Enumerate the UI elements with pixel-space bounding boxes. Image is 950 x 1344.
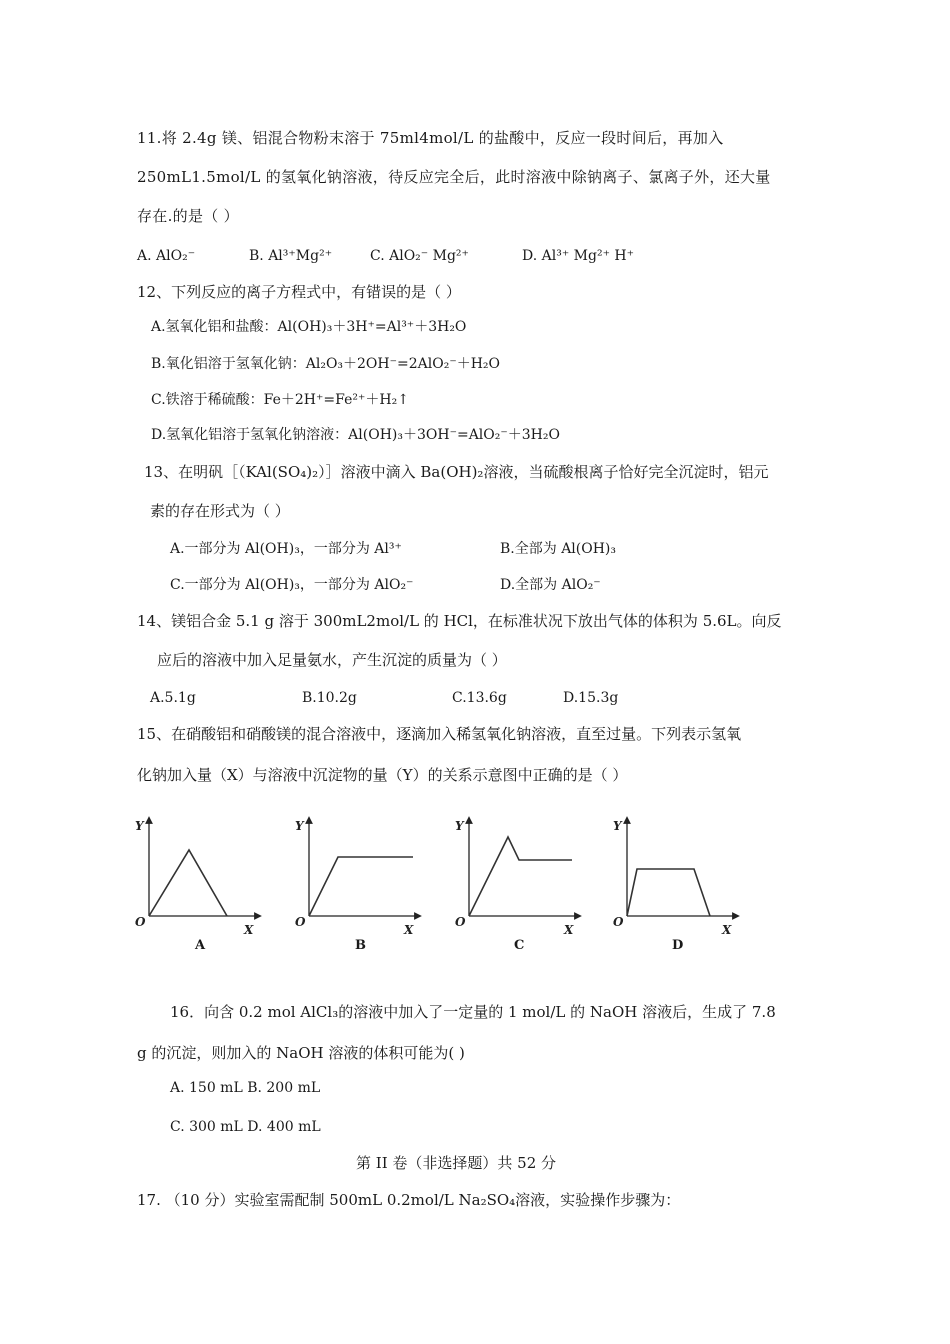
q15-line1: 15、在硝酸铝和硝酸镁的混合溶液中，逐滴加入稀氢氧化钠溶液，直至过量。下列表示氢氧 — [137, 725, 742, 743]
graph-d-label: D — [672, 938, 684, 953]
q11-line1: 11.将 2.4g 镁、铝混合物粉末溶于 75ml4mol/L 的盐酸中，反应一段时间后，再加入 — [137, 129, 724, 147]
graph-a-origin: O — [135, 915, 146, 929]
graph-b-y-label: Y — [295, 819, 304, 833]
q11-line2: 250mL1.5mol/L 的氢氧化钠溶液，待反应完全后，此时溶液中除钠离子、氯离子外，还大量 — [137, 168, 771, 186]
q13-option-b: B.全部为 Al(OH)₃ — [500, 541, 616, 557]
graph-b-origin: O — [295, 915, 306, 929]
q14-line2: 应后的溶液中加入足量氨水，产生沉淀的质量为（ ） — [157, 651, 507, 669]
q16-line1: 16．向含 0.2 mol AlCl₃的溶液中加入了一定量的 1 mol/L 的 NaOH 溶液后，生成了 7.8 — [170, 1003, 776, 1021]
graph-c-y-label: Y — [455, 819, 464, 833]
q14-option-c: C.13.6g — [452, 690, 507, 706]
graph-a-label: A — [195, 938, 206, 953]
q11-option-d: D. Al³⁺ Mg²⁺ H⁺ — [522, 248, 635, 264]
graph-a-y-label: Y — [135, 819, 144, 833]
q12-stem: 12、下列反应的离子方程式中，有错误的是（ ） — [137, 283, 461, 301]
q13-line1: 13、在明矾［（KAl(SO₄)₂）］溶液中滴入 Ba(OH)₂溶液，当硫酸根离子恰好完全沉淀时，铝元 — [144, 463, 769, 481]
q12-option-b: B.氧化铝溶于氢氧化钠：Al₂O₃＋2OH⁻=2AlO₂⁻＋H₂O — [151, 356, 501, 372]
graph-b-x-label: X — [404, 923, 414, 937]
q12-option-d: D.氢氧化铝溶于氢氧化钠溶液：Al(OH)₃＋3OH⁻=AlO₂⁻＋3H₂O — [151, 427, 560, 443]
graph-c — [450, 812, 590, 937]
graph-c-label: C — [514, 938, 525, 953]
graph-a — [130, 812, 270, 937]
graph-d-x-label: X — [722, 923, 732, 937]
q14-option-b: B.10.2g — [302, 690, 357, 706]
q16-options-row1: A. 150 mL B. 200 mL — [170, 1080, 321, 1096]
graph-a-x-label: X — [244, 923, 254, 937]
q13-option-c: C.一部分为 Al(OH)₃，一部分为 AlO₂⁻ — [170, 577, 414, 593]
q15-line2: 化钠加入量（X）与溶液中沉淀物的量（Y）的关系示意图中正确的是（ ） — [137, 766, 628, 784]
q14-option-a: A.5.1g — [150, 690, 196, 706]
graph-d-origin: O — [613, 915, 624, 929]
q11-option-b: B. Al³⁺Mg²⁺ — [249, 248, 333, 264]
q16-options-row2: C. 300 mL D. 400 mL — [170, 1119, 321, 1135]
graph-c-x-label: X — [564, 923, 574, 937]
q16-line2: g 的沉淀，则加入的 NaOH 溶液的体积可能为( ) — [137, 1044, 465, 1062]
q11-option-a: A. AlO₂⁻ — [137, 248, 196, 264]
q14-line1: 14、镁铝合金 5.1 g 溶于 300mL2mol/L 的 HCl，在标准状况下放出气体的体积为 5.6L。向反 — [137, 612, 782, 630]
q12-option-c: C.铁溶于稀硫酸：Fe＋2H⁺=Fe²⁺＋H₂↑ — [151, 392, 409, 408]
graph-b-label: B — [355, 938, 366, 953]
graph-b — [290, 812, 430, 937]
q17-line1: 17. （10 分）实验室需配制 500mL 0.2mol/L Na₂SO₄溶液，实验操作步骤为： — [137, 1191, 681, 1209]
graph-c-origin: O — [455, 915, 466, 929]
section-heading: 第 II 卷（非选择题）共 52 分 — [356, 1154, 557, 1172]
q11-line3: 存在.的是（ ） — [137, 207, 239, 225]
q14-option-d: D.15.3g — [563, 690, 619, 706]
q13-option-a: A.一部分为 Al(OH)₃，一部分为 Al³⁺ — [170, 541, 402, 557]
graph-d — [608, 812, 748, 937]
q12-option-a: A.氢氧化铝和盐酸：Al(OH)₃＋3H⁺=Al³⁺＋3H₂O — [151, 319, 467, 335]
q11-option-c: C. AlO₂⁻ Mg²⁺ — [370, 248, 469, 264]
q13-line2: 素的存在形式为（ ） — [150, 502, 290, 520]
graph-d-y-label: Y — [613, 819, 622, 833]
q13-option-d: D.全部为 AlO₂⁻ — [500, 577, 601, 593]
